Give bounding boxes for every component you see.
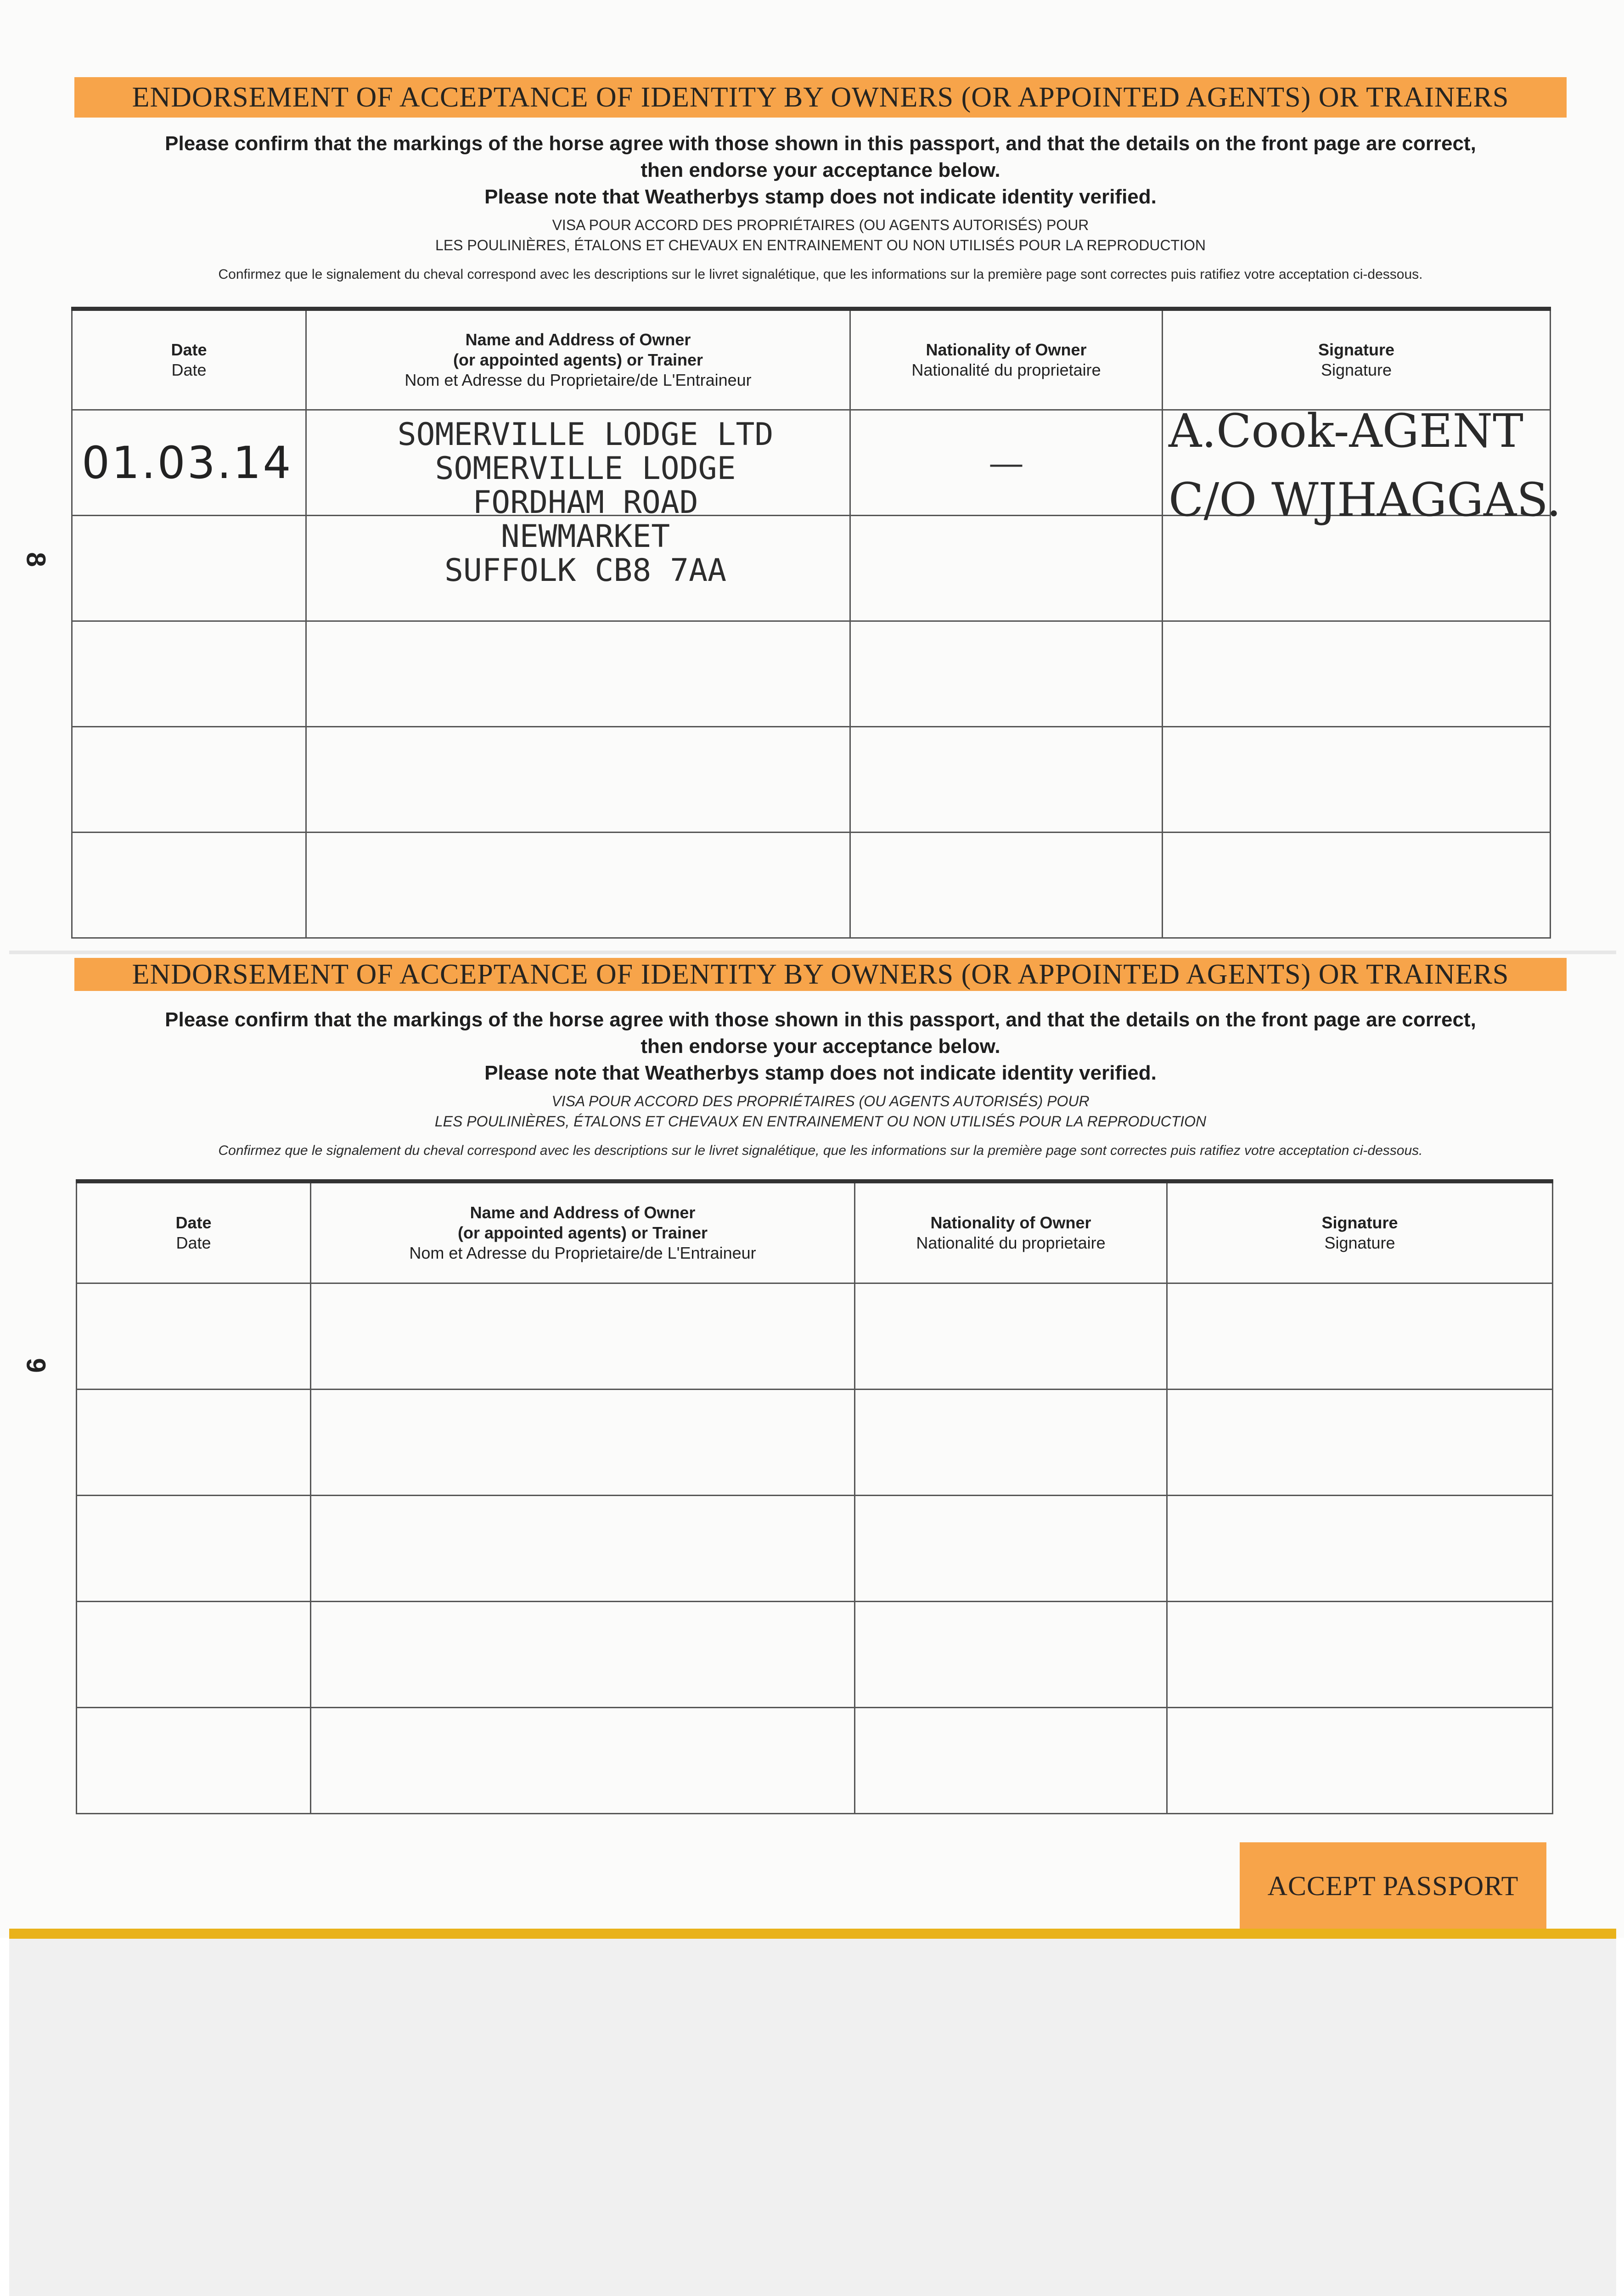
table-row bbox=[77, 1283, 1553, 1390]
empty-cell[interactable] bbox=[850, 516, 1163, 621]
instruction-en-line1: Please confirm that the markings of the horse agree with those shown in this passport, and that the details on the front page are correct, bbox=[165, 1008, 1476, 1031]
col-name-header: Name and Address of Owner (or appointed agents) or Trainer Nom et Adresse du Proprietaire/de L'Entraineur bbox=[306, 309, 850, 410]
instructions-top bbox=[74, 130, 1567, 284]
empty-cell[interactable] bbox=[855, 1283, 1167, 1390]
empty-cell[interactable] bbox=[311, 1708, 855, 1814]
empty-cell[interactable] bbox=[855, 1390, 1167, 1496]
empty-cell[interactable] bbox=[306, 833, 850, 938]
table-header-row bbox=[72, 309, 1551, 410]
empty-cell[interactable] bbox=[77, 1708, 311, 1814]
empty-cell[interactable] bbox=[855, 1602, 1167, 1708]
empty-cell[interactable] bbox=[850, 833, 1163, 938]
col-nationality-header: Nationality of Owner Nationalité du proprietaire bbox=[850, 309, 1163, 410]
address-line-4: NEWMARKET bbox=[500, 518, 670, 555]
instruction-en-line3: Please note that Weatherbys stamp does not indicate identity verified. bbox=[484, 1062, 1157, 1084]
page-number-bottom: 9 bbox=[21, 1358, 51, 1373]
empty-cell[interactable] bbox=[77, 1390, 311, 1496]
endorsement-banner-top: ENDORSEMENT OF ACCEPTANCE OF IDENTITY BY OWNERS (OR APPOINTED AGENTS) OR TRAINERS bbox=[74, 77, 1567, 118]
endorsement-table-top bbox=[71, 307, 1551, 939]
endorsement-table-bottom bbox=[76, 1179, 1553, 1814]
instruction-fr-line1: VISA POUR ACCORD DES PROPRIÉTAIRES (OU AGENTS AUTORISÉS) POUR bbox=[551, 1093, 1090, 1109]
empty-cell[interactable] bbox=[77, 1602, 311, 1708]
empty-cell[interactable] bbox=[850, 727, 1163, 833]
instruction-en-line2: then endorse your acceptance below. bbox=[641, 159, 1000, 181]
empty-cell[interactable] bbox=[311, 1283, 855, 1390]
table-row bbox=[72, 727, 1551, 833]
col-signature-header: Signature Signature bbox=[1167, 1182, 1553, 1283]
empty-cell[interactable] bbox=[72, 516, 306, 621]
endorsement-banner-bottom: ENDORSEMENT OF ACCEPTANCE OF IDENTITY BY OWNERS (OR APPOINTED AGENTS) OR TRAINERS bbox=[74, 958, 1567, 991]
empty-cell[interactable] bbox=[855, 1496, 1167, 1602]
entry-nationality-cell[interactable] bbox=[850, 410, 1163, 516]
empty-cell[interactable] bbox=[72, 727, 306, 833]
empty-cell[interactable] bbox=[1167, 1602, 1553, 1708]
empty-cell[interactable] bbox=[77, 1496, 311, 1602]
table-row bbox=[77, 1602, 1553, 1708]
col-date-header: Date Date bbox=[72, 309, 306, 410]
instruction-en-line1: Please confirm that the markings of the horse agree with those shown in this passport, and that the details on the front page are correct, bbox=[165, 132, 1476, 155]
col-name-header: Name and Address of Owner (or appointed agents) or Trainer Nom et Adresse du Proprietaire/de L'Entraineur bbox=[311, 1182, 855, 1283]
col-signature-header: Signature Signature bbox=[1163, 309, 1551, 410]
instruction-fr-note: Confirmez que le signalement du cheval correspond avec les descriptions sur le livret signalétique, que les informations sur la première page sont correctes puis ratifiez votre acceptation ci-dessous. bbox=[218, 1143, 1423, 1158]
instructions-bottom bbox=[74, 1007, 1567, 1160]
empty-cell[interactable] bbox=[72, 621, 306, 727]
empty-cell[interactable] bbox=[1163, 833, 1551, 938]
empty-cell[interactable] bbox=[850, 621, 1163, 727]
table-header-row bbox=[77, 1182, 1553, 1283]
instruction-fr-note: Confirmez que le signalement du cheval correspond avec les descriptions sur le livret signalétique, que les informations sur la première page sont correctes puis ratifiez votre acceptation ci-dessous. bbox=[218, 267, 1423, 282]
table-row bbox=[72, 621, 1551, 727]
entry-nationality: — bbox=[990, 445, 1023, 481]
empty-cell[interactable] bbox=[1167, 1708, 1553, 1814]
accept-passport-button[interactable]: ACCEPT PASSPORT bbox=[1240, 1842, 1546, 1930]
empty-cell[interactable] bbox=[306, 621, 850, 727]
empty-cell[interactable] bbox=[1167, 1390, 1553, 1496]
signature-line-2: C/O WJHAGGAS. bbox=[1169, 473, 1561, 527]
address-line-1: SOMERVILLE LODGE LTD bbox=[397, 416, 774, 453]
empty-cell[interactable] bbox=[855, 1708, 1167, 1814]
empty-cell[interactable] bbox=[311, 1602, 855, 1708]
empty-cell[interactable] bbox=[72, 833, 306, 938]
instruction-fr-line2: LES POULINIÈRES, ÉTALONS ET CHEVAUX EN ENTRAINEMENT OU NON UTILISÉS POUR LA REPRODUCTION bbox=[434, 1113, 1207, 1130]
address-line-2: SOMERVILLE LODGE bbox=[435, 450, 736, 487]
page-fold bbox=[9, 951, 1616, 954]
empty-cell[interactable] bbox=[1167, 1496, 1553, 1602]
instruction-fr-line1: VISA POUR ACCORD DES PROPRIÉTAIRES (OU AGENTS AUTORISÉS) POUR bbox=[552, 217, 1089, 233]
empty-cell[interactable] bbox=[77, 1283, 311, 1390]
col-date-header: Date Date bbox=[77, 1182, 311, 1283]
empty-cell[interactable] bbox=[1167, 1283, 1553, 1390]
empty-cell[interactable] bbox=[306, 727, 850, 833]
instruction-fr-line2: LES POULINIÈRES, ÉTALONS ET CHEVAUX EN ENTRAINEMENT OU NON UTILISÉS POUR LA REPRODUCTION bbox=[435, 237, 1206, 253]
address-line-5: SUFFOLK CB8 7AA bbox=[444, 552, 727, 589]
table-row bbox=[77, 1708, 1553, 1814]
empty-cell[interactable] bbox=[1163, 727, 1551, 833]
empty-cell[interactable] bbox=[1163, 621, 1551, 727]
instruction-en-line3: Please note that Weatherbys stamp does not indicate identity verified. bbox=[484, 186, 1157, 208]
address-line-3: FORDHAM ROAD bbox=[472, 484, 698, 521]
empty-cell[interactable] bbox=[1163, 516, 1551, 621]
empty-cell[interactable] bbox=[311, 1496, 855, 1602]
page-number-top: 8 bbox=[21, 552, 51, 567]
entry-date-cell[interactable] bbox=[72, 410, 306, 516]
table-row bbox=[77, 1390, 1553, 1496]
table-row bbox=[77, 1496, 1553, 1602]
owner-address-stamp bbox=[321, 418, 849, 588]
scan-background bbox=[9, 1939, 1616, 2296]
signature-line-1: A.Cook-AGENT bbox=[1169, 404, 1523, 458]
entry-date: 01.03.14 bbox=[82, 437, 293, 489]
col-nationality-header: Nationality of Owner Nationalité du proprietaire bbox=[855, 1182, 1167, 1283]
empty-cell[interactable] bbox=[311, 1390, 855, 1496]
table-row bbox=[72, 833, 1551, 938]
instruction-en-line2: then endorse your acceptance below. bbox=[641, 1035, 1000, 1058]
